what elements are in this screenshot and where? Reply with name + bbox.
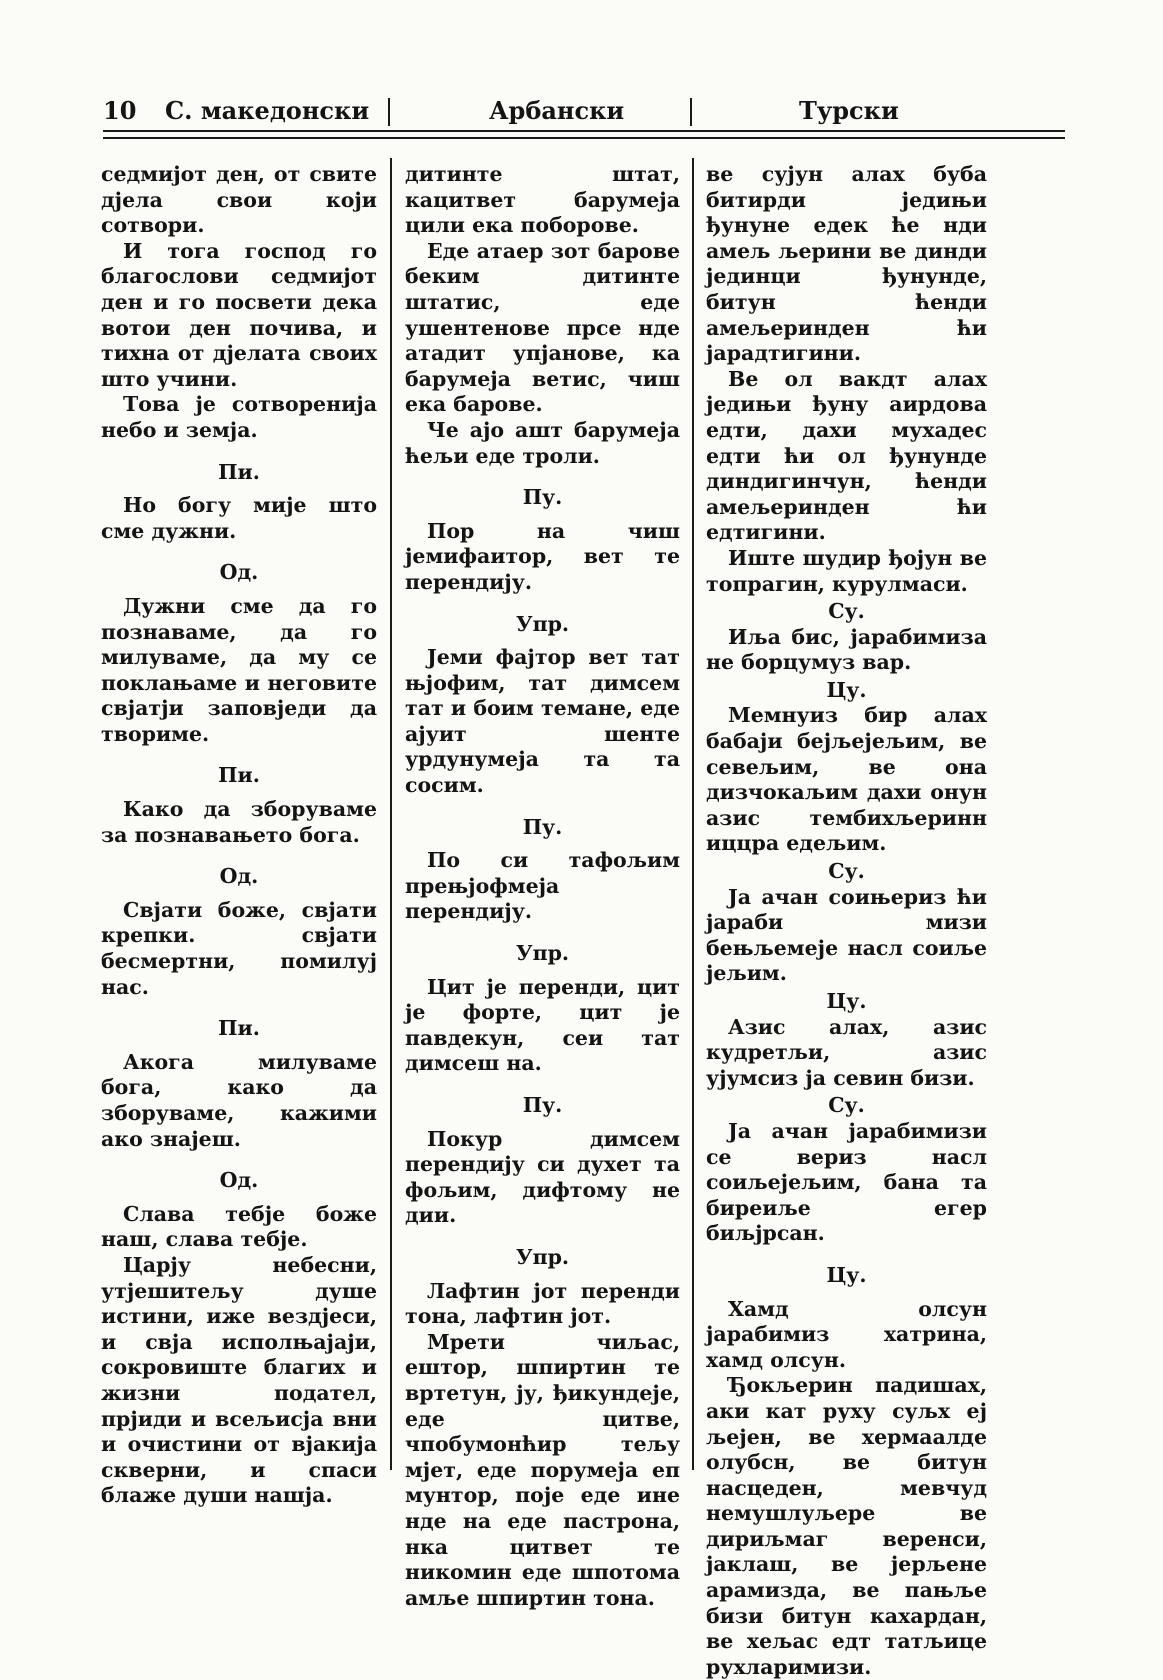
column-turkish <box>706 162 987 1680</box>
paragraph: Цит је перенди, цит је форте, цит је павдекун, сеи тат димсеш на. <box>405 974 680 1076</box>
speaker-heading: Пи. <box>218 763 260 788</box>
paragraph: Иља бис, јарабимиза не борцумуз вар. <box>706 624 987 675</box>
paragraph: Мрети чиљас, ештор, шпиртин те вртетун, ју, ђикундеје, еде цитве, чпобумонћир тељу мјет, еде порумеја еп мунтор, поје еде ине нде на еде пастрона, нка цитвет те никомин еде шпотома амље шпиртин тона. <box>405 1329 680 1610</box>
paragraph: Но богу мије што сме дужни. <box>101 493 377 543</box>
paragraph: Покур димсем перендију си духет та фољим, дифтому не дии. <box>405 1126 680 1228</box>
header-divider-2 <box>690 98 692 126</box>
speaker-heading: Пу. <box>522 1093 563 1117</box>
speaker-heading: Од. <box>219 864 259 889</box>
speaker-heading: Цу. <box>826 677 867 702</box>
speaker-heading: Пи. <box>218 459 260 484</box>
speaker-heading: Цу. <box>826 1262 867 1287</box>
header-rule-bottom <box>103 137 1065 139</box>
paragraph: Азис алах, азис кудретљи, азис ујумсиз ја севин бизи. <box>706 1014 987 1090</box>
paragraph: Акога милуваме бога, како да зборуваме, кажими ако знајеш. <box>101 1049 377 1151</box>
paragraph: И тога господ го благослови седмијот ден и го посвети дека вотои ден почива, и тихна от дјелата своих што учини. <box>101 238 377 391</box>
column-divider-2 <box>692 158 694 1470</box>
paragraph: Мемнуиз бир алах бабаји бејљејељим, ве севељим, ве она дизчокаљим дахи онун азис тембихљеринн иццра едељим. <box>706 703 987 856</box>
speaker-heading: Пу. <box>522 485 563 510</box>
header-divider-1 <box>388 98 390 126</box>
paragraph: ве сујун алах буба битирди једињи ђунуне едек ће нди амељ љерини ве динди јединци ђунунде, битун ћенди амељеринден ћи јарадтигини. <box>706 162 987 366</box>
paragraph: Ја ачан соињериз ћи јараби мизи бењљемеје насл соиље јељим. <box>706 884 987 986</box>
speaker-heading: Пи. <box>218 1016 260 1041</box>
paragraph: Како да зборуваме за познавањето бога. <box>101 797 377 847</box>
paragraph: Ја ачан јарабимизи се вериз насл соиљејељим, бана та биреиље егер биљјрсан. <box>706 1118 987 1246</box>
paragraph: Ве ол вакдт алах једињи ђуну аирдова едти, дахи мухадес едти ћи ол ђунунде диндигинчун, ћенди амељеринден ћи едтигини. <box>706 366 987 545</box>
speaker-heading: Пу. <box>522 814 563 839</box>
paragraph: Това је сотворенија небо и земја. <box>101 392 377 442</box>
speaker-heading: Цу. <box>826 989 867 1013</box>
column-title-albanian: Арбански <box>489 96 625 125</box>
speaker-heading: Упр. <box>515 941 570 966</box>
column-title-macedonian: С. македонски <box>165 96 370 125</box>
column-divider-1 <box>390 158 392 1470</box>
column-albanian <box>405 162 680 1611</box>
paragraph: Че ајо ашт барумеја ћељи еде троли. <box>405 417 680 468</box>
paragraph: Лафтин јот перенди тона, лафтин јот. <box>405 1278 680 1329</box>
speaker-heading: Су. <box>828 859 865 884</box>
paragraph: Ђокљерин падишах, аки кат руху суљх еј љејен, ве хермаалде олубсн, ве битун насцеден, мевчуд немушлуљере ве дириљмаг веренси, јаклаш, ве јерљене арамизда, ве пањље бизи битун кахардан, ве хељас едт татљице рухларимизи. <box>706 1373 987 1679</box>
paragraph: Свјати боже, свјати крепки. свјати бесмертни, помилуј нас. <box>101 897 377 999</box>
paragraph: Хамд олсун јарабимиз хатрина, хамд олсун. <box>706 1296 987 1372</box>
paragraph: По си тафољим прењјофмеја перендију. <box>405 848 680 924</box>
paragraph: Слава тебје боже наш, слава тебје. <box>101 1201 377 1252</box>
header-rule-top <box>103 130 1065 132</box>
page-header <box>103 96 1065 132</box>
column-title-turkish: Турски <box>799 96 899 125</box>
paragraph: дитинте штат, кацитвет барумеја цили ека поборове. <box>405 162 680 238</box>
paragraph: Пор на чиш јемифаитор, вет те перендију. <box>405 518 680 594</box>
speaker-heading: Од. <box>219 1168 259 1193</box>
speaker-heading: Су. <box>828 599 865 624</box>
paragraph: Јеми фајтор вет тат њјофим, тат димсем тат и боим темане, еде ајуит шенте урдунумеја та та сосим. <box>405 645 680 798</box>
speaker-heading: Упр. <box>515 611 570 636</box>
column-macedonian <box>101 162 377 1509</box>
speaker-heading: Су. <box>828 1093 865 1118</box>
paragraph: Дужни сме да го познаваме, да го милуваме, да му се поклањаме и неговите свјатји заповједи да твориме. <box>101 593 377 746</box>
paragraph: Еде атаер зот барове беким дитинте штатис, еде ушентенове прсе нде атадит упјанове, ка барумеја ветис, чиш ека барове. <box>405 238 680 417</box>
page-number: 10 <box>103 96 137 125</box>
paragraph: седмијот ден, от свите дјела свои који сотвори. <box>101 162 377 238</box>
paragraph: Царју небесни, утјешитељу душе истини, иже вездјеси, и свја исполњајаји, сокровиште благих и жизни подател, прјиди и всељисја вни и очистини от вјакија скверни, и спаси блаже души нашја. <box>101 1252 377 1508</box>
paragraph: Иште шудир ђојун ве топрагин, курулмаси. <box>706 545 987 596</box>
speaker-heading: Упр. <box>515 1244 570 1269</box>
speaker-heading: Од. <box>219 560 259 585</box>
